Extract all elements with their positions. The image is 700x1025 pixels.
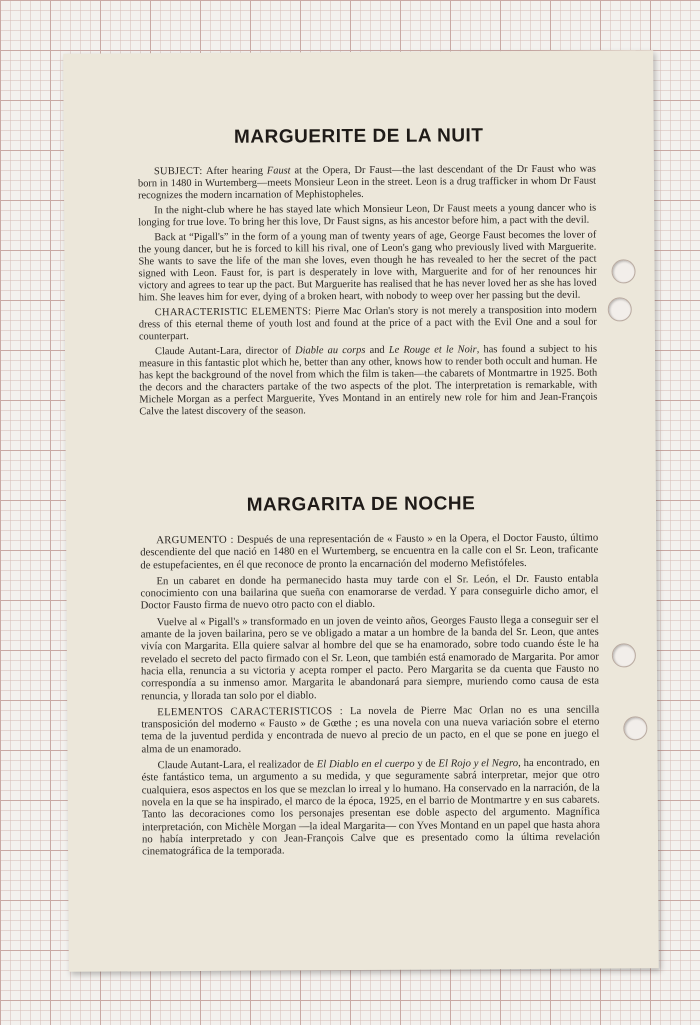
spanish-paragraph-3: Vuelve al « Pigall's » transformado en un joven de veinto años, Georges Fausto llega a conseguir ser el amante de la joven bailarina, pero se ve obligado a matar a un hombre de la banda del Sr. Leon, que antes vivía con Margarita. Ella quiere salvar al hombre del que se ha enamorado, sobre todo cuando éste le ha revelado el secreto del pacto firmado con el Sr. Leon, que también está enamorado de Margarita. Por amor hacia ella, renuncia a su victoria y acepta romper el pacto. Pero Margarita se da cuenta que Fausto no correspondía a su inmenso amor. Margarita le abandonará para siempre, muriendo como causa de esta renuncia, y llorada tan solo por el diablo. (140, 613, 600, 702)
spanish-argument-paragraph (140, 532, 598, 572)
characteristics-lead: ELEMENTOS CARACTERISTICOS : (157, 704, 344, 719)
paragraph-text: y de (414, 757, 439, 770)
spanish-characteristics-paragraph (141, 703, 599, 755)
paragraph-text: Claude Autant-Lara, el realizador de (157, 758, 317, 772)
english-title: MARGUERITE DE LA NUIT (233, 125, 484, 148)
italic-title: Le Rouge et le Noir (388, 344, 477, 356)
characteristics-lead: CHARACTERISTIC ELEMENTS: (154, 306, 312, 319)
paragraph-text: Pierre Mac Orlan's story is not merely a transposition into modern dress of this eternal theme of youth lost and found at the price of a pact with the Evil One and a soul for counterpart. (138, 304, 597, 343)
paragraph-text: and (365, 344, 389, 356)
paragraph-text: Después de una representación de « Fausto » en la Opera, el Doctor Fausto, último descendiente del que nació en 1480 en el Wurtemberg, se encuentra en la calle con el Sr. Leon, traficante de estupefacientes, en él que reconoce de pronto la encarnación del moderno Mefistófeles. (140, 531, 599, 571)
paragraph-text: at the Opera, Dr Faust—the last descendant of the Dr Faust who was born in 1480 in Wurtemberg—meets Monsieur Leon in the street. Leon is a drug trafficker in whom Dr Faust recognizes the modern incarnation of Mephistopheles. (137, 163, 597, 202)
paragraph-text: La novela de Pierre Mac Orlan no es una sencilla transposición del moderno « Fausto » de Gœthe ; es una novela con una nueva variación sobre el eterno tema de la juventud perdida y encontrada de nuevo al precio de un pacto, en el que se pone en juego el alma de un enamorado. (141, 703, 600, 756)
italic-title: El Rojo y el Negro (438, 757, 519, 770)
english-paragraph-2: In the night-club where he has stayed late which Monsieur Leon, Dr Faust meets a young dancer who is longing for true love. To bring her this love, Dr Faust signs, as his ancestor before him, a pact with the devil. (138, 202, 597, 229)
subject-lead: SUBJECT: (153, 165, 203, 178)
english-characteristics-paragraph (139, 305, 597, 344)
spanish-body (66, 531, 658, 858)
argument-lead: ARGUMENTO : (156, 533, 234, 547)
spanish-paragraph-5 (142, 757, 601, 858)
english-paragraph-3: Back at “Pigall's” in the form of a young man of twenty years of age, George Faust becomes the lover of the young dancer, but he is forced to kill his rival, one of Leon's gang who previously lived with Marguerite. She wants to save the life of the man she loves, even though he has revealed to her the secret of the pact signed with Leon. Faust for, is part is desperately in love with, Marguerite and for of her renounces hir victory and agrees to tear up the pact. But Marguerite has realised that he has never loved her as she has loved him. She leaves him for ever, dying of a broken heart, with nobody to weep over her passing but the devil. (138, 229, 597, 304)
spanish-paragraph-2: En un cabaret en donde ha permanecido hasta muy tarde con el Sr. León, el Dr. Fausto entabla conocimiento con una bailarina que sueña con enamorarse de verdad. Y para conseguirle dicho amor, el Doctor Fausto firma de nuevo otro pacto con el diablo. (140, 572, 599, 612)
spanish-section (66, 492, 658, 862)
program-sheet (63, 50, 659, 972)
italic-title: Diable au corps (295, 344, 366, 357)
paragraph-text: , has found a subject to his measure in this fantastic plot which he, better than any other, knows how to render both occult and human. He has kept the background of the novel from which the film is taken—the cabarets of Montmartre in 1925. Both the decors and the characters partake of the two aspects of the plot. The interpretation is remarkable, with Michele Morgan as a perfect Marguerite, Yves Montand in an entirely new role for him and Jean-François Calve the latest discovery of the season. (139, 343, 598, 418)
english-paragraph-5 (139, 344, 597, 419)
english-body (64, 163, 656, 419)
paragraph-text: Claude Autant-Lara, director of (154, 345, 296, 358)
english-section (64, 124, 656, 422)
italic-title: Faust (266, 165, 291, 177)
paragraph-text: After hearing (202, 165, 267, 177)
paragraph-text: , ha encontrado, en éste fantástico tema, un argumento a su medida, y que seguramente sabrá interpretar, mejor que otro cualquiera, esos aspectos en los que se mezclan lo irreal y lo humano. Ha conservado en la narración, de la novela en la que se ha inspirado, el marco de la época, 1925, en el barrio de Montmartre y en sus cabarets. Tanto las decoraciones como los personajes presentan ese doble aspecto del argumento. Magnífica interpretación, con Michèle Morgan —la ideal Margarita— con Yves Montand en un papel que hasta ahora no había interpretado y con Jean-François Calve que es presentado como la última revelación cinematográfica de la temporada. (141, 756, 601, 858)
spanish-title: MARGARITA DE NOCHE (246, 493, 476, 516)
english-subject-paragraph (138, 164, 596, 203)
italic-title: El Diablo en el cuerpo (316, 757, 415, 771)
